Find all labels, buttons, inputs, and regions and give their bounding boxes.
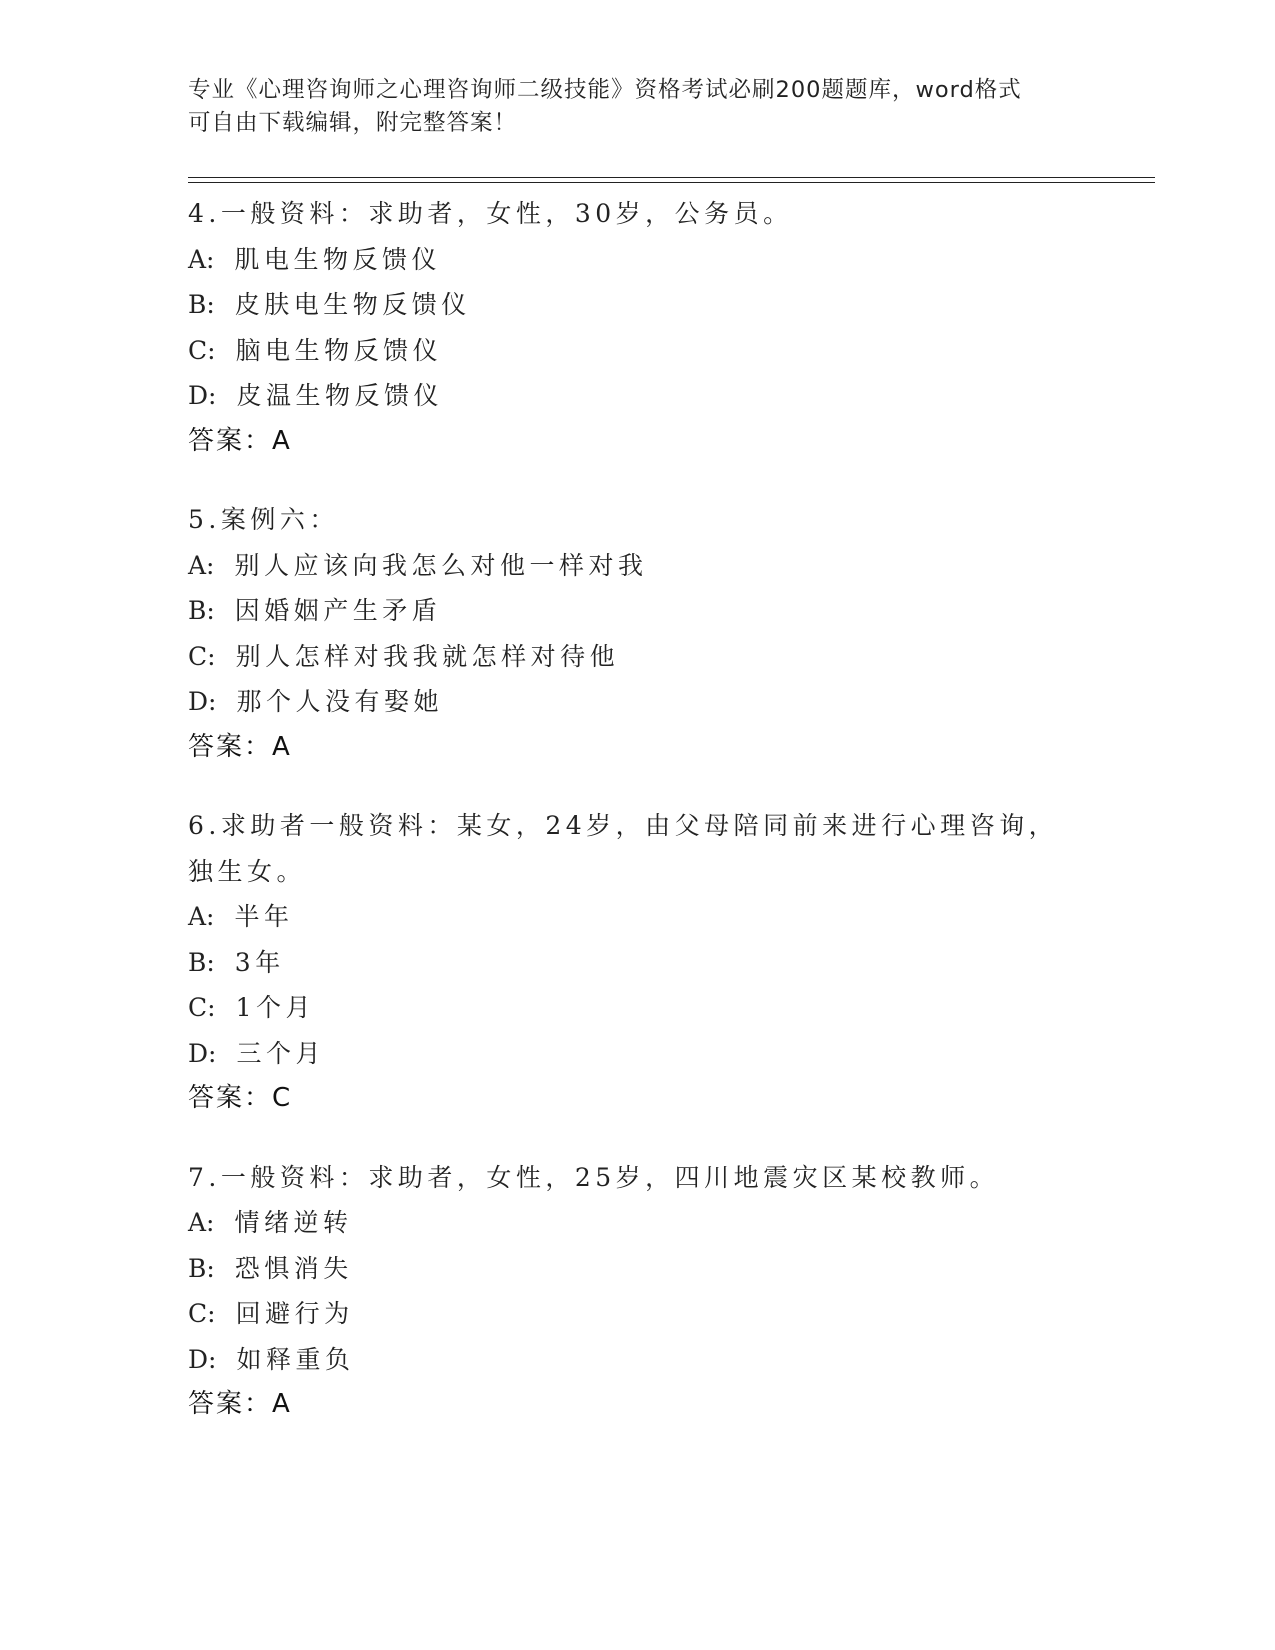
header-line-1: 专业《心理咨询师之心理咨询师二级技能》资格考试必刷200题题库，word格式 [188, 77, 1022, 103]
question-item [188, 1155, 1088, 1428]
option-text: 因婚姻产生矛盾 [234, 596, 442, 625]
option-letter: B: [188, 596, 215, 625]
option-letter: D: [188, 1038, 217, 1068]
option-letter: A: [188, 1208, 215, 1237]
option-letter: C: [188, 641, 216, 671]
answer-line: 答案：A [188, 425, 292, 456]
header-divider-top [188, 177, 1155, 178]
option-text: 如释重负 [236, 1344, 355, 1374]
option-a [188, 237, 1088, 283]
question-stem: 5.案例六： [188, 505, 339, 534]
option-text: 半年 [234, 902, 294, 931]
option-text: 回避行为 [235, 1299, 354, 1328]
option-letter: B: [188, 1253, 215, 1283]
option-letter: C: [188, 993, 216, 1022]
option-b [188, 1246, 1088, 1292]
option-d [188, 1031, 1088, 1077]
option-letter: D: [188, 381, 217, 410]
option-letter: B: [188, 290, 215, 319]
answer-line: 答案：C [188, 1083, 293, 1113]
option-b [188, 588, 1088, 634]
question-stem: 7.一般资料：求助者，女性，25岁，四川地震灾区某校教师。 [188, 1162, 1000, 1192]
option-c [188, 1291, 1088, 1337]
option-text: 别人应该向我怎么对他一样对我 [234, 550, 648, 580]
question-item [188, 191, 1088, 464]
option-letter: B: [188, 947, 215, 977]
option-text: 脑电生物反馈仪 [235, 335, 443, 365]
question-stem: 4.一般资料：求助者，女性，30岁，公务员。 [188, 199, 793, 228]
option-text: 情绪逆转 [234, 1208, 353, 1237]
option-letter: C: [188, 335, 216, 365]
option-b [188, 940, 1088, 986]
option-c [188, 328, 1088, 374]
option-letter: D: [188, 687, 217, 716]
option-text: 三个月 [236, 1038, 325, 1068]
question-stem: 6.求助者一般资料：某女，24岁，由父母陪同前来进行心理咨询，独生女。 [188, 811, 1059, 886]
question-list [188, 191, 1088, 1461]
option-d [188, 1337, 1088, 1383]
option-letter: A: [188, 244, 215, 274]
header-divider-bottom [188, 182, 1155, 183]
header-line-2: 可自由下载编辑，附完整答案！ [188, 110, 518, 136]
answer-line: 答案：A [188, 731, 292, 762]
option-text: 恐惧消失 [234, 1253, 353, 1283]
option-d [188, 373, 1088, 419]
option-text: 肌电生物反馈仪 [234, 244, 441, 274]
option-text: 那个人没有娶她 [236, 687, 443, 716]
question-item [188, 803, 1088, 1122]
option-text: 别人怎样对我我就怎样对待他 [235, 641, 620, 671]
option-c [188, 985, 1088, 1031]
option-a [188, 1200, 1088, 1246]
option-letter: D: [188, 1344, 217, 1374]
document-header [188, 74, 1088, 140]
option-a [188, 543, 1088, 589]
option-text: 皮温生物反馈仪 [236, 381, 443, 410]
option-letter: C: [188, 1299, 216, 1328]
option-letter: A: [188, 550, 215, 580]
question-item [188, 497, 1088, 770]
option-text: 3年 [234, 947, 285, 977]
option-b [188, 282, 1088, 328]
option-c [188, 634, 1088, 680]
option-letter: A: [188, 902, 215, 931]
answer-line: 答案：A [188, 1389, 292, 1419]
option-text: 1个月 [235, 993, 315, 1022]
option-a [188, 894, 1088, 940]
option-text: 皮肤电生物反馈仪 [234, 290, 471, 319]
option-d [188, 679, 1088, 725]
